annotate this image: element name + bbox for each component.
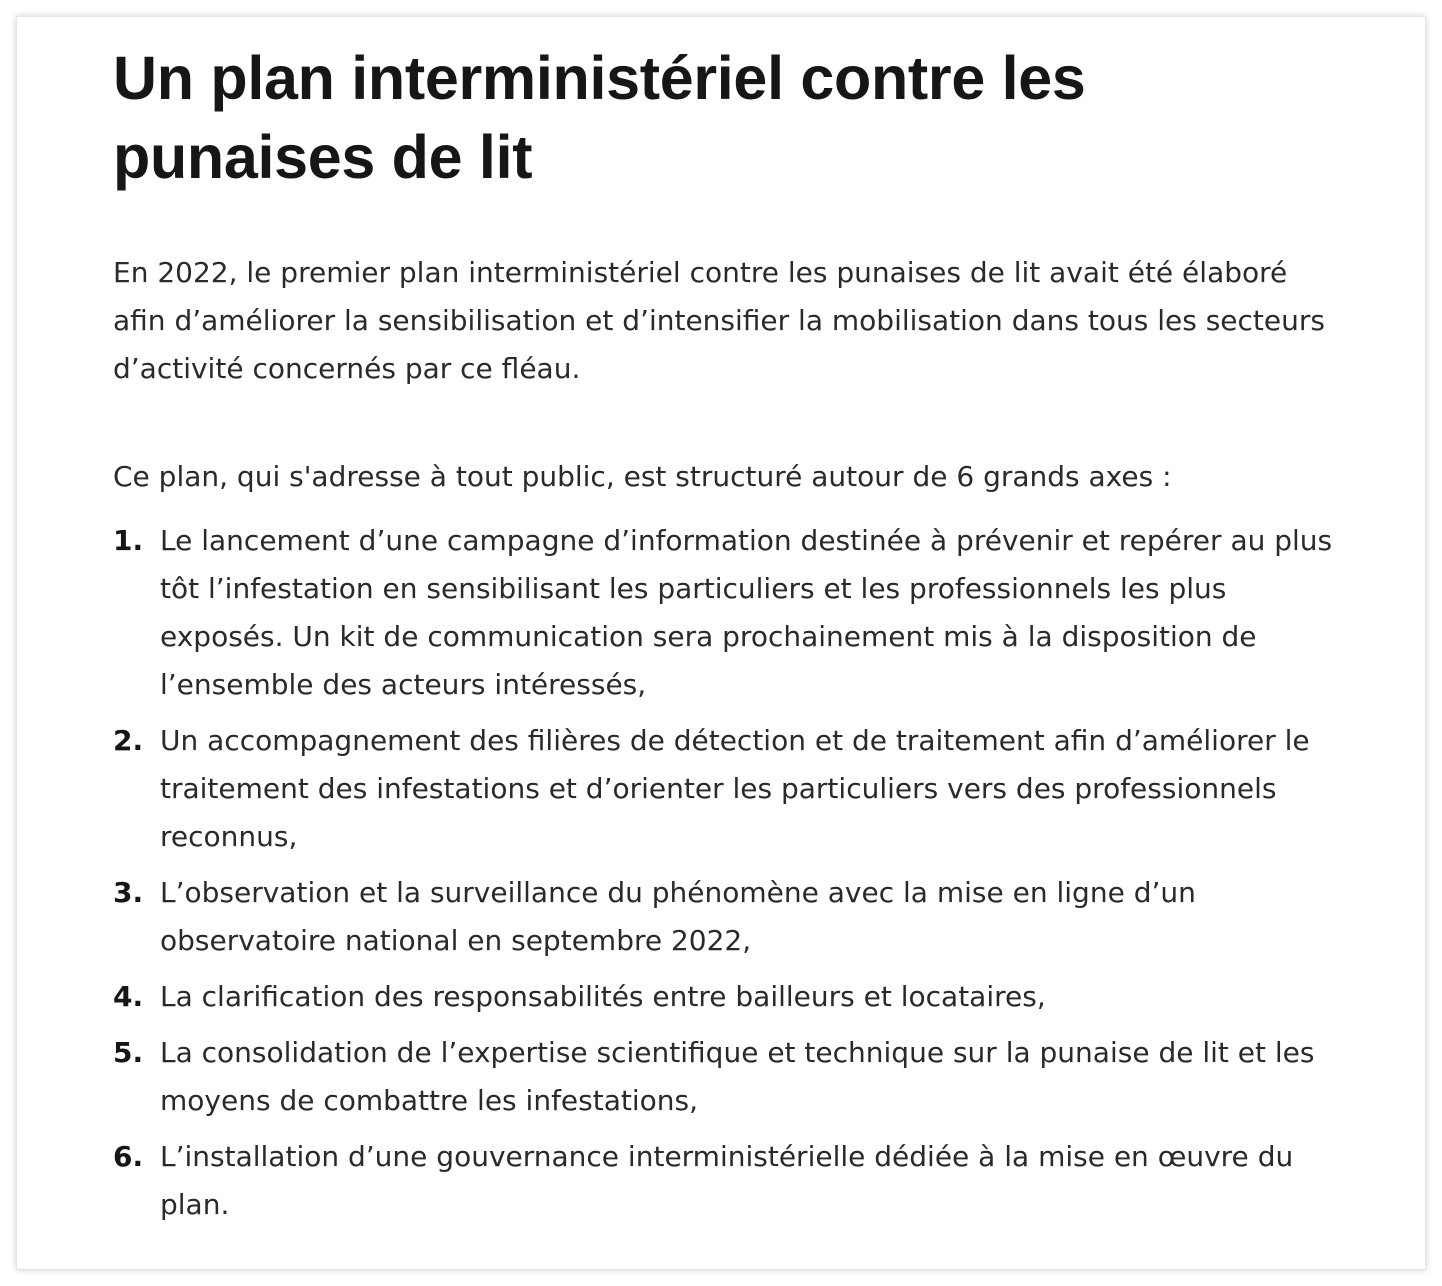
list-item-text: Le lancement d’une campagne d’information destinée à prévenir et repérer au plus tôt l’infestation en sensibilisant les particuliers et les professionnels les plus exposés. Un kit de communication sera prochainement mis à la disposition de l’ensemble des acteurs intéressés, [160, 524, 1333, 701]
article-content [113, 39, 1343, 1237]
lead-paragraph: Ce plan, qui s'adresse à tout public, est structuré autour de 6 grands axes : [113, 460, 1172, 493]
list-item-number: 4. [113, 980, 144, 1013]
list-item [113, 869, 1343, 965]
list-item-text: L’observation et la surveillance du phénomène avec la mise en ligne d’un observatoire national en septembre 2022, [160, 876, 1196, 957]
list-item [113, 517, 1343, 709]
list-item-text: L’installation d’une gouvernance interministérielle dédiée à la mise en œuvre du plan. [160, 1140, 1294, 1221]
intro-paragraph: En 2022, le premier plan interministériel contre les punaises de lit avait été élaboré afin d’améliorer la sensibilisation et d’intensifier la mobilisation dans tous les secteurs d’activité concernés par ce fléau. [113, 256, 1325, 385]
list-item-number: 5. [113, 1036, 144, 1069]
list-item-number: 3. [113, 876, 144, 909]
list-item-text: Un accompagnement des filières de détection et de traitement afin d’améliorer le traitement des infestations et d’orienter les particuliers vers des professionnels reconnus, [160, 724, 1310, 853]
list-item [113, 1133, 1343, 1229]
list-item-number: 6. [113, 1140, 144, 1173]
list-item-text: La clarification des responsabilités entre bailleurs et locataires, [160, 980, 1046, 1013]
list-item-number: 1. [113, 524, 144, 557]
article-card [16, 16, 1426, 1270]
list-item [113, 1029, 1343, 1125]
list-item-text: La consolidation de l’expertise scientifique et technique sur la punaise de lit et les moyens de combattre les infestations, [160, 1036, 1315, 1117]
article-title: Un plan interministériel contre les punaises de lit [113, 44, 1086, 191]
list-item [113, 973, 1343, 1021]
list-item [113, 717, 1343, 861]
list-item-number: 2. [113, 724, 144, 757]
axes-list [113, 517, 1343, 1229]
